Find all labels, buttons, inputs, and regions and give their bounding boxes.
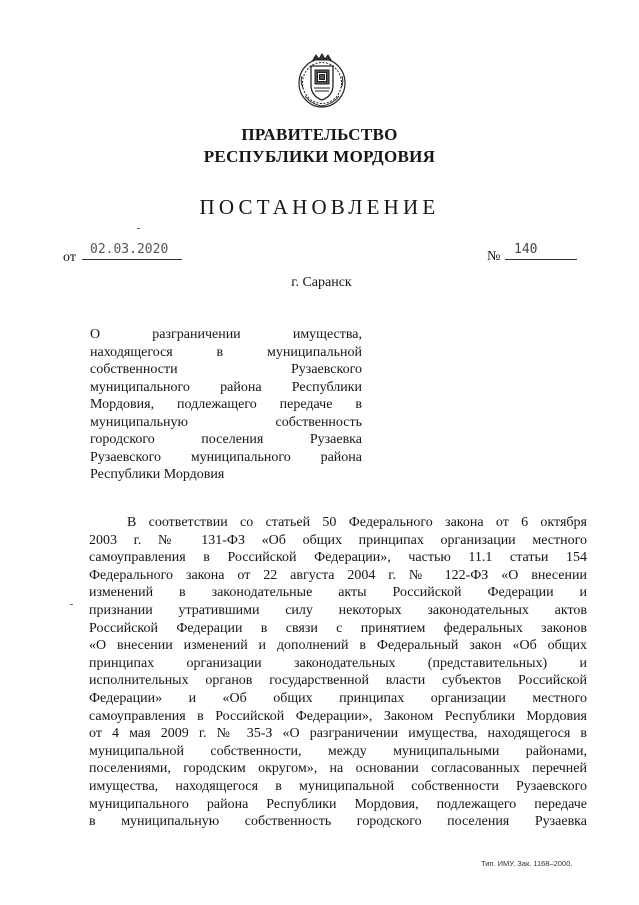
body-line: Российской Федерации в связи с принятием федеральных законов: [89, 620, 587, 636]
document-number: 140: [505, 240, 577, 260]
body-line: 2003 г. № 131-ФЗ «Об общих принципах организации местного: [89, 532, 587, 548]
city-name: г. Саранск: [291, 275, 352, 290]
subject-line: Республики Мордовия: [90, 467, 225, 482]
body-line: Федерального закона от 22 августа 2004 г. № 122-ФЗ «О внесении: [89, 567, 587, 583]
document-body: [89, 514, 587, 831]
document-type: ПОСТАНОВЛЕНИЕ: [199, 195, 440, 219]
body-line: изменений в законодательные акты Российской Федерации и: [89, 585, 587, 601]
republic-title: РЕСПУБЛИКИ МОРДОВИЯ: [203, 147, 436, 166]
body-line: В соответствии со статьей 50 Федерального закона от 6 октября: [127, 515, 587, 530]
subject-line: Мордовия, подлежащего передаче в: [90, 397, 362, 412]
body-line: Федерации» и «Об общих принципах организации местного: [89, 690, 587, 706]
body-line: имущества, находящегося в муниципальной собственности Рузаевского: [89, 778, 587, 794]
body-line: муниципальной собственности, между муниципальными районами,: [89, 743, 587, 759]
body-line: признании утратившими силу некоторых законодательных актов: [89, 602, 587, 618]
print-note: Тип. ИМУ. Зак. 1168–2000.: [481, 859, 573, 868]
body-line: муниципального района Республики Мордовия, подлежащего передаче: [89, 796, 587, 812]
scan-mark: [70, 604, 73, 605]
body-line: поселениями, городским округом», на основании согласованных перечней: [89, 761, 587, 777]
body-line: принципах организации законодательных (представительных) и: [89, 655, 587, 671]
date-prefix: от: [63, 250, 76, 265]
body-line: «О внесении изменений и дополнений в Федеральный закон «Об общих: [89, 638, 587, 654]
subject-line: городского поселения Рузаевка: [90, 432, 362, 447]
subject-line: муниципальную собственность: [90, 414, 362, 430]
coat-of-arms-icon: [296, 52, 348, 110]
subject-line: муниципального района Республики: [90, 379, 362, 395]
scan-mark: [137, 228, 140, 229]
document-date: 02.03.2020: [82, 240, 182, 260]
body-line: от 4 мая 2009 г. № 35-З «О разграничении имущества, находящегося в: [89, 726, 587, 742]
subject-line: О разграничении имущества,: [90, 327, 362, 342]
body-line: в муниципальную собственность городского поселения Рузаевка: [89, 814, 587, 830]
subject-line: собственности Рузаевского: [90, 362, 362, 377]
body-line: самоуправления в Российской Федерации», Законом Республики Мордовия: [89, 708, 587, 724]
number-prefix: №: [487, 249, 501, 264]
subject-line: находящегося в муниципальной: [90, 344, 362, 360]
body-line: самоуправления в Российской Федерации», частью 11.1 статьи 154: [89, 550, 587, 566]
subject-line: Рузаевского муниципального района: [90, 449, 362, 465]
body-line: исполнительных органов государственной власти субъектов Российской: [89, 673, 587, 689]
document-subject: [90, 326, 362, 484]
government-title: ПРАВИТЕЛЬСТВО: [241, 125, 398, 144]
